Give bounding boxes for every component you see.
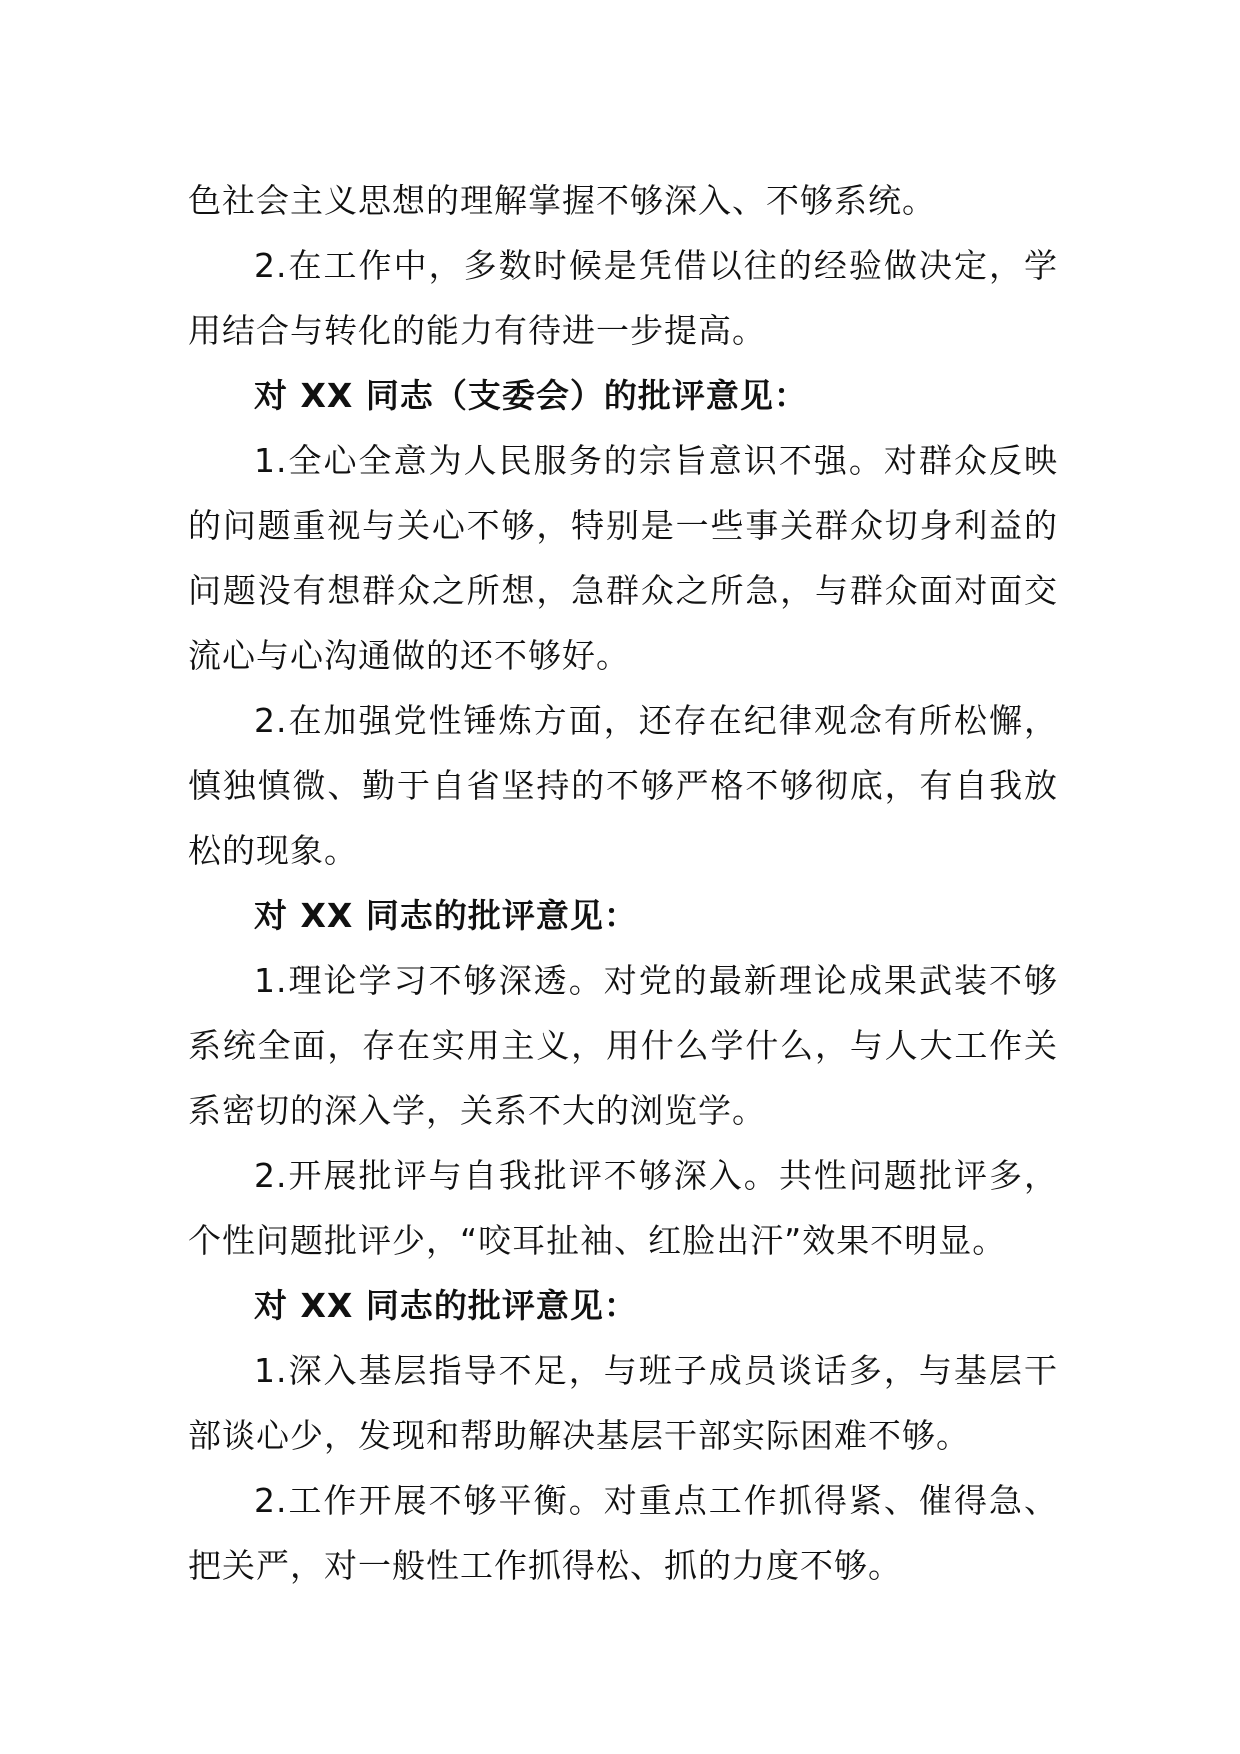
paragraph-item: 1.全心全意为人民服务的宗旨意识不强。对群众反映的问题重视与关心不够，特别是一些事关群众切身利益的问题没有想群众之所想，急群众之所急，与群众面对面交流心与心沟通做的还不够好。 [188,441,1058,675]
section-heading: 对 XX 同志的批评意见： [254,896,638,935]
paragraph-item: 2.工作开展不够平衡。对重点工作抓得紧、催得急、把关严，对一般性工作抓得松、抓的力度不够。 [188,1481,1058,1585]
paragraph-item: 2.在加强党性锤炼方面，还存在纪律观念有所松懈，慎独慎微、勤于自省坚持的不够严格不够彻底，有自我放松的现象。 [188,701,1058,870]
paragraph-item: 1.理论学习不够深透。对党的最新理论成果武装不够系统全面，存在实用主义，用什么学什么，与人大工作关系密切的深入学，关系不大的浏览学。 [188,961,1058,1130]
section-heading: 对 XX 同志（支委会）的批评意见： [254,376,808,415]
section-heading: 对 XX 同志的批评意见： [254,1286,638,1325]
paragraph-continuation: 色社会主义思想的理解掌握不够深入、不够系统。 [188,181,936,220]
paragraph-item: 1.深入基层指导不足，与班子成员谈话多，与基层干部谈心少，发现和帮助解决基层干部实际困难不够。 [188,1351,1058,1455]
document-page [188,168,1058,1598]
paragraph-item: 2.开展批评与自我批评不够深入。共性问题批评多，个性问题批评少，“咬耳扯袖、红脸出汗”效果不明显。 [188,1156,1058,1260]
paragraph-item: 2.在工作中，多数时候是凭借以往的经验做决定，学用结合与转化的能力有待进一步提高。 [188,246,1058,350]
